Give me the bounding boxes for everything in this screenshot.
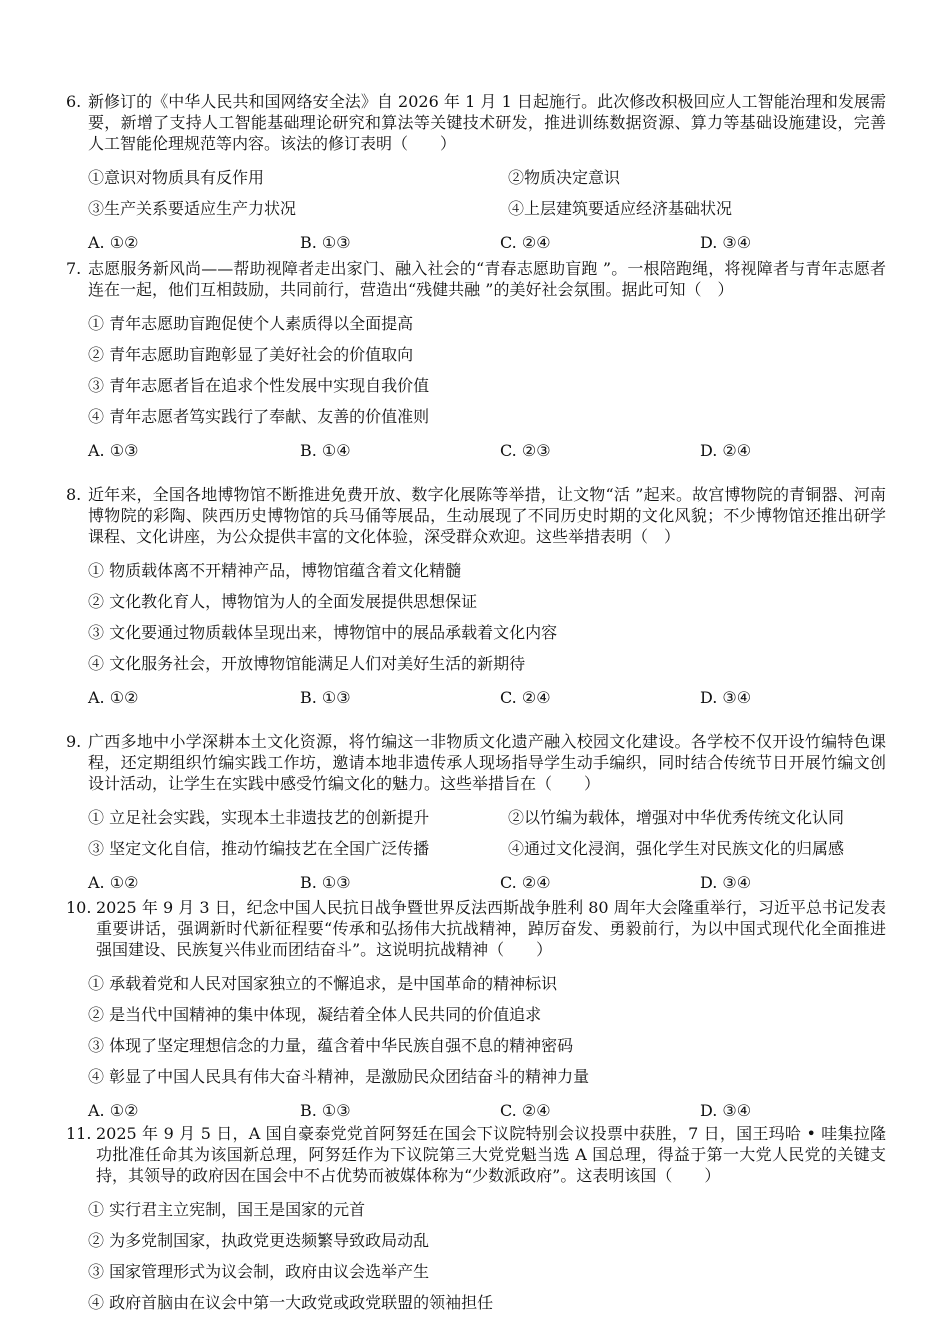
statement-list: [66, 162, 886, 224]
answer-choices: [66, 683, 886, 713]
answer-choices: [66, 1096, 886, 1126]
question-6: [66, 91, 886, 258]
statement-2: ②以竹编为载体，增强对中华优秀传统文化认同: [508, 808, 845, 827]
choice-b[interactable]: B. ①③: [300, 873, 351, 892]
question-stem: [66, 258, 886, 300]
choice-a[interactable]: A. ①②: [88, 1101, 139, 1120]
choice-b[interactable]: B. ①③: [300, 688, 351, 707]
answer-choices: [66, 228, 886, 258]
statement-2: ② 是当代中国精神的集中体现，凝结着全体人民共同的价值追求: [88, 1005, 542, 1024]
statement-2: ②物质决定意识: [508, 168, 621, 187]
choice-c[interactable]: C. ②③: [500, 441, 551, 460]
question-stem: [66, 484, 886, 547]
statement-2: ② 青年志愿助盲跑彰显了美好社会的价值取向: [88, 345, 414, 364]
answer-choices: [66, 868, 886, 898]
statement-3: ③ 青年志愿者旨在追求个性发展中实现自我价值: [88, 376, 430, 395]
question-stem: [66, 1123, 886, 1186]
choice-d[interactable]: D. ③④: [700, 688, 752, 707]
choice-c[interactable]: C. ②④: [500, 233, 551, 252]
statement-4: ④ 青年志愿者笃实践行了奉献、友善的价值准则: [88, 407, 430, 426]
question-10: [66, 897, 886, 1126]
question-8: [66, 484, 886, 713]
statement-list: [66, 968, 886, 1092]
choice-b[interactable]: B. ①③: [300, 1101, 351, 1120]
statement-3: ③ 国家管理形式为议会制，政府由议会选举产生: [88, 1262, 430, 1281]
statement-4: ④通过文化浸润，强化学生对民族文化的归属感: [508, 839, 845, 858]
question-number: 10.: [66, 898, 92, 917]
choice-c[interactable]: C. ②④: [500, 1101, 551, 1120]
question-number: 8.: [66, 485, 82, 504]
choice-c[interactable]: C. ②④: [500, 873, 551, 892]
statement-4: ④ 彰显了中国人民具有伟大奋斗精神，是激励民众团结奋斗的精神力量: [88, 1067, 590, 1086]
choice-a[interactable]: A. ①②: [88, 233, 139, 252]
statement-1: ① 物质载体离不开精神产品，博物馆蕴含着文化精髓: [88, 561, 462, 580]
question-text: 志愿服务新风尚——帮助视障者走出家门、融入社会的“青春志愿助盲跑 ”。一根陪跑绳，将视障者与青年志愿者连在一起，他们互相鼓励，共同前行，营造出“残健共融 ”的美好社会氛围。据此可知（ ）: [88, 259, 886, 299]
statement-4: ④ 文化服务社会，开放博物馆能满足人们对美好生活的新期待: [88, 654, 526, 673]
statement-2: ② 文化教化育人，博物馆为人的全面发展提供思想保证: [88, 592, 478, 611]
question-text: 2025 年 9 月 5 日，A 国自豪泰党党首阿努廷在国会下议院特别会议投票中获胜，7 日，国王玛哈 • 哇集拉隆功批准任命其为该国新总理，阿努廷作为下议院第三大党党魁当选 A 国总理，得益于第一大党人民党的关键支持，其领导的政府因在国会中不占优势而被媒体称为“少数派政府”。这表明该国（ ）: [96, 1124, 886, 1185]
statement-4: ④ 政府首脑由在议会中第一大政党或政党联盟的领袖担任: [88, 1293, 494, 1312]
statement-3: ③ 坚定文化自信，推动竹编技艺在全国广泛传播: [88, 839, 430, 858]
question-text: 新修订的《中华人民共和国网络安全法》自 2026 年 1 月 1 日起施行。此次修改积极回应人工智能治理和发展需要，新增了支持人工智能基础理论研究和算法等关键技术研发，推进训练数据资源、算力等基础设施建设，完善人工智能伦理规范等内容。该法的修订表明（ ）: [88, 92, 886, 153]
choice-a[interactable]: A. ①③: [88, 441, 139, 460]
statement-4: ④上层建筑要适应经济基础状况: [508, 199, 733, 218]
question-7: [66, 258, 886, 466]
question-stem: [66, 897, 886, 960]
statement-list: [66, 802, 886, 864]
statement-1: ① 承载着党和人民对国家独立的不懈追求，是中国革命的精神标识: [88, 974, 558, 993]
statement-list: [66, 1194, 886, 1318]
choice-d[interactable]: D. ③④: [700, 873, 752, 892]
statement-list: [66, 555, 886, 679]
answer-choices: [66, 436, 886, 466]
question-text: 近年来，全国各地博物馆不断推进免费开放、数字化展陈等举措，让文物“活 ”起来。故宫博物院的青铜器、河南博物院的彩陶、陕西历史博物馆的兵马俑等展品，生动展现了不同历史时期的文化风貌；不少博物馆还推出研学课程、文化讲座，为公众提供丰富的文化体验，深受群众欢迎。这些举措表明（ ）: [88, 485, 886, 546]
choice-d[interactable]: D. ③④: [700, 233, 752, 252]
statement-2: ② 为多党制国家，执政党更迭频繁导致政局动乱: [88, 1231, 430, 1250]
choice-b[interactable]: B. ①④: [300, 441, 351, 460]
choice-d[interactable]: D. ②④: [700, 441, 752, 460]
question-9: [66, 731, 886, 898]
statement-1: ① 青年志愿助盲跑促使个人素质得以全面提高: [88, 314, 414, 333]
choice-c[interactable]: C. ②④: [500, 688, 551, 707]
statement-1: ① 实行君主立宪制，国王是国家的元首: [88, 1200, 366, 1219]
question-number: 11.: [66, 1124, 92, 1143]
question-stem: [66, 91, 886, 154]
question-number: 9.: [66, 732, 82, 751]
statement-list: [66, 308, 886, 432]
statement-1: ①意识对物质具有反作用: [88, 168, 265, 187]
statement-3: ③ 文化要通过物质载体呈现出来，博物馆中的展品承载着文化内容: [88, 623, 558, 642]
choice-a[interactable]: A. ①②: [88, 873, 139, 892]
choice-a[interactable]: A. ①②: [88, 688, 139, 707]
choice-d[interactable]: D. ③④: [700, 1101, 752, 1120]
statement-1: ① 立足社会实践，实现本土非遗技艺的创新提升: [88, 808, 430, 827]
statement-3: ③生产关系要适应生产力状况: [88, 199, 297, 218]
statement-3: ③ 体现了坚定理想信念的力量，蕴含着中华民族自强不息的精神密码: [88, 1036, 574, 1055]
question-text: 2025 年 9 月 3 日，纪念中国人民抗日战争暨世界反法西斯战争胜利 80 周年大会隆重举行，习近平总书记发表重要讲话，强调新时代新征程要“传承和弘扬伟大抗战精神，踔厉奋发、勇毅前行，为以中国式现代化全面推进强国建设、民族复兴伟业而团结奋斗”。这说明抗战精神（ ）: [96, 898, 886, 959]
choice-b[interactable]: B. ①③: [300, 233, 351, 252]
question-text: 广西多地中小学深耕本土文化资源，将竹编这一非物质文化遗产融入校园文化建设。各学校不仅开设竹编特色课程，还定期组织竹编实践工作坊，邀请本地非遗传承人现场指导学生动手编织，同时结合传统节日开展竹编文创设计活动，让学生在实践中感受竹编文化的魅力。这些举措旨在（ ）: [88, 732, 886, 793]
question-number: 6.: [66, 92, 82, 111]
question-number: 7.: [66, 259, 82, 278]
question-stem: [66, 731, 886, 794]
question-11: [66, 1123, 886, 1318]
